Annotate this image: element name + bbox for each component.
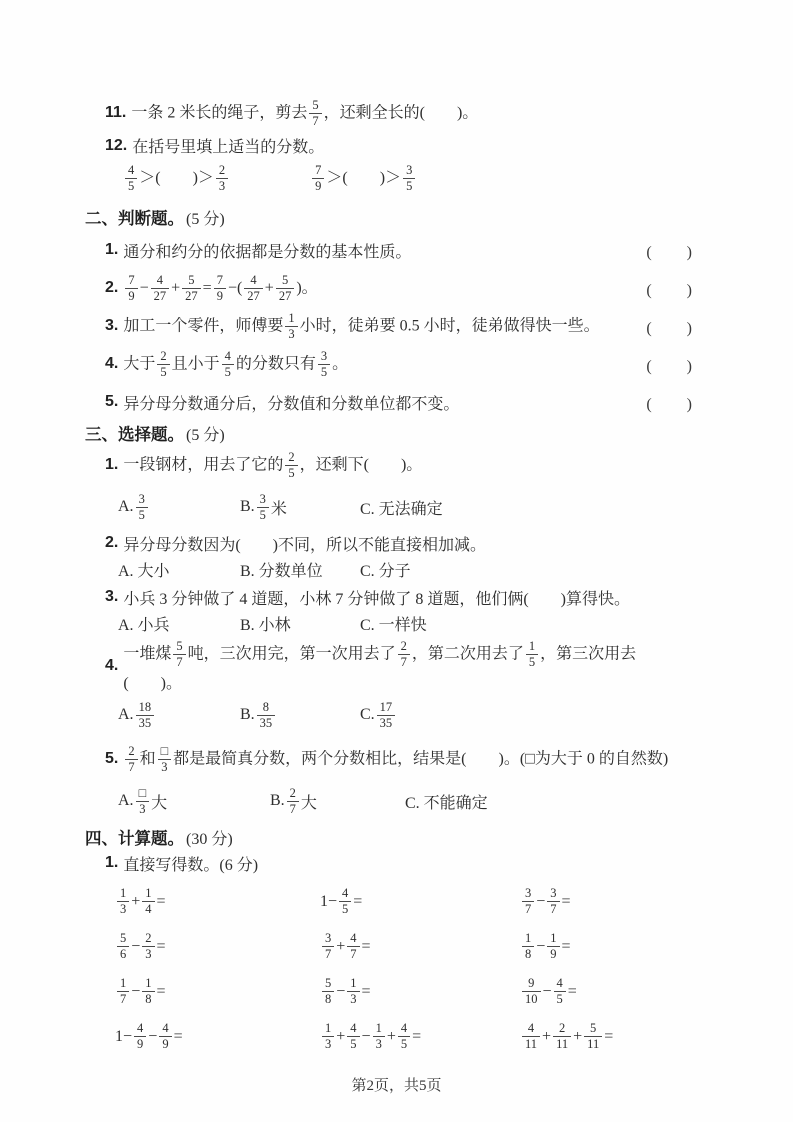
question-number: 4. xyxy=(105,657,119,674)
fraction: $\frac{2}{3}$ xyxy=(142,931,154,962)
choice-option: A. 大小 xyxy=(118,562,170,580)
fraction: $\frac{3}{5}$ xyxy=(403,163,415,194)
fraction: $\frac{18}{35}$ xyxy=(136,700,155,731)
fraction: $\frac{5}{7}$ xyxy=(173,639,185,670)
fraction: $\frac{1}{4}$ xyxy=(142,886,154,917)
fraction: $\frac{3}{5}$ xyxy=(136,492,148,523)
fraction: $\frac{4}{27}$ xyxy=(244,273,263,304)
answer-bracket: ( ) xyxy=(646,319,693,337)
section-judge-heading xyxy=(85,205,693,229)
fraction: $\frac{4}{5}$ xyxy=(125,163,137,194)
calc-expression: $\frac{1}{7}$ − $\frac{1}{8}$ = xyxy=(115,976,320,1007)
question-number: 5. xyxy=(105,750,119,767)
choice-option: B. $\frac{2}{7}$ 大 xyxy=(270,785,317,816)
choice-option: B. 分数单位 xyxy=(240,562,323,580)
calc-subtitle xyxy=(105,851,693,875)
fraction: $\frac{7}{9}$ xyxy=(312,163,324,194)
judge-item-1 xyxy=(105,231,693,269)
choice-item-2-options xyxy=(118,557,693,581)
calc-expression: $\frac{4}{11}$ + $\frac{2}{11}$ + $\frac{5}{11}$ = xyxy=(520,1021,693,1052)
fill-question-12 xyxy=(105,134,693,157)
calc-expression: $\frac{3}{7}$ + $\frac{4}{7}$ = xyxy=(320,931,520,962)
fraction: $\frac{8}{35}$ xyxy=(257,700,276,731)
fraction: $\frac{3}{5}$ xyxy=(257,492,269,523)
section-score: (5 分) xyxy=(186,210,225,228)
fraction: $\frac{1}{3}$ xyxy=(117,886,129,917)
fraction-compare-line xyxy=(123,161,693,195)
question-text: 在括号里填上适当的分数。 xyxy=(132,139,325,156)
calc-expression: $\frac{1}{3}$ + $\frac{4}{5}$ − $\frac{1}{3}$ + $\frac{4}{5}$ = xyxy=(320,1021,520,1052)
question-text: $\frac{2}{7}$ 和 $\frac{□}{3}$ 都是最简真分数，两个分数相比，结果是( )。(□为大于 0 的自然数) xyxy=(123,744,668,775)
choice-item-1-options xyxy=(118,489,693,525)
choice-option: B. $\frac{3}{5}$ 米 xyxy=(240,491,287,522)
fraction: $\frac{1}{3}$ xyxy=(373,1021,385,1052)
fraction: $\frac{17}{35}$ xyxy=(377,700,396,731)
choice-item-5-options xyxy=(118,783,693,819)
answer-bracket: ( ) xyxy=(646,281,693,299)
fraction: $\frac{1}{5}$ xyxy=(526,639,538,670)
question-number: 3. xyxy=(105,588,119,605)
question-text: 加工一个零件，师傅要 $\frac{1}{3}$ 小时，徒弟要 0.5 小时，徒弟做得快一些。 xyxy=(123,310,600,341)
fraction: $\frac{4}{7}$ xyxy=(347,931,359,962)
section-calc-heading xyxy=(85,825,693,849)
question-number: 4. xyxy=(105,355,119,372)
fraction: $\frac{3}{7}$ xyxy=(547,886,559,917)
fraction: $\frac{1}{3}$ xyxy=(347,976,359,1007)
question-number: 1. xyxy=(105,854,119,871)
question-number: 12. xyxy=(105,136,128,154)
question-text: 一条 2 米长的绳子，剪去 $\frac{5}{7}$ ，还剩全长的( )。 xyxy=(131,97,479,128)
fraction: $\frac{5}{27}$ xyxy=(276,273,295,304)
fill-question-11 xyxy=(105,96,693,130)
subtitle-score: (6 分) xyxy=(219,856,259,874)
judge-item-3 xyxy=(105,307,693,345)
fraction: $\frac{4}{5}$ xyxy=(554,976,566,1007)
fraction: $\frac{2}{7}$ xyxy=(287,786,299,817)
choice-option: C. 一样快 xyxy=(360,616,427,634)
fraction: $\frac{4}{27}$ xyxy=(151,273,170,304)
fraction: $\frac{4}{5}$ xyxy=(398,1021,410,1052)
choice-option: A. $\frac{18}{35}$ xyxy=(118,700,240,731)
choice-option: C. 无法确定 xyxy=(360,500,443,518)
fraction: $\frac{□}{3}$ xyxy=(158,744,172,775)
subtitle-text: 直接写得数。 xyxy=(123,856,220,874)
section-title: 三、选择题。 xyxy=(85,426,184,444)
answer-bracket: ( ) xyxy=(646,243,693,261)
compare-expression: $\frac{4}{5}$ ＞( )＞ $\frac{2}{3}$ xyxy=(123,163,230,194)
fraction: $\frac{2}{3}$ xyxy=(216,163,228,194)
fraction: $\frac{1}{8}$ xyxy=(142,976,154,1007)
question-number: 2. xyxy=(105,534,119,551)
fraction: $\frac{1}{3}$ xyxy=(322,1021,334,1052)
choice-item-3-stem xyxy=(105,585,693,609)
fraction: $\frac{3}{7}$ xyxy=(322,931,334,962)
choice-option: B. 小林 xyxy=(240,616,291,634)
question-text: $\frac{7}{9}$ − $\frac{4}{27}$ + $\frac{5}{27}$ = $\frac{7}{9}$ −( $\frac{4}{27}$ + $\frac{5}{27}$ )。 xyxy=(123,273,317,304)
section-score: (30 分) xyxy=(186,830,233,848)
question-text: 小兵 3 分钟做了 4 道题，小林 7 分钟做了 8 道题，他们俩( )算得快。 xyxy=(123,590,631,608)
calc-expression: $\frac{5}{6}$ − $\frac{2}{3}$ = xyxy=(115,931,320,962)
choice-item-3-options xyxy=(118,611,693,635)
choice-option: A. $\frac{3}{5}$ xyxy=(118,492,240,523)
calc-expression: 1− $\frac{4}{9}$ − $\frac{4}{9}$ = xyxy=(115,1021,183,1051)
question-number: 3. xyxy=(105,317,119,334)
fraction: $\frac{4}{9}$ xyxy=(159,1021,171,1052)
choice-option: A. 小兵 xyxy=(118,616,170,634)
calc-expression: $\frac{3}{7}$ − $\frac{3}{7}$ = xyxy=(520,886,693,917)
judge-item-2 xyxy=(105,269,693,307)
fraction: $\frac{3}{5}$ xyxy=(318,349,330,380)
fraction: $\frac{1}{7}$ xyxy=(117,976,129,1007)
fraction: $\frac{2}{5}$ xyxy=(285,450,297,481)
calc-grid xyxy=(115,879,693,1059)
fraction: $\frac{5}{11}$ xyxy=(584,1021,602,1052)
question-text: 通分和约分的依据都是分数的基本性质。 xyxy=(123,243,412,261)
calc-expression: $\frac{1}{3}$ + $\frac{1}{4}$ = xyxy=(115,886,320,917)
question-text: 大于 $\frac{2}{5}$ 且小于 $\frac{4}{5}$ 的分数只有 $\frac{3}{5}$ 。 xyxy=(123,348,349,379)
fraction: $\frac{4}{5}$ xyxy=(222,349,234,380)
choice-item-2-stem xyxy=(105,531,693,555)
fraction: $\frac{2}{7}$ xyxy=(125,744,137,775)
fraction: $\frac{5}{7}$ xyxy=(309,98,321,129)
fraction: $\frac{9}{10}$ xyxy=(522,976,541,1007)
choice-option: A. $\frac{□}{3}$ 大 xyxy=(118,785,168,816)
answer-bracket: ( ) xyxy=(646,357,693,375)
question-text: 异分母分数通分后，分数值和分数单位都不变。 xyxy=(123,395,460,413)
fraction: $\frac{4}{5}$ xyxy=(339,886,351,917)
question-text: 一段钢材，用去了它的 $\frac{2}{5}$ ，还剩下( )。 xyxy=(123,449,423,480)
question-number: 2. xyxy=(105,279,119,296)
question-text: 异分母分数因为( )不同，所以不能直接相加减。 xyxy=(123,536,487,554)
choice-option: C. 不能确定 xyxy=(405,794,488,812)
fraction: $\frac{1}{8}$ xyxy=(522,931,534,962)
question-number: 1. xyxy=(105,456,119,473)
fraction: $\frac{5}{8}$ xyxy=(322,976,334,1007)
fraction: $\frac{5}{27}$ xyxy=(182,273,201,304)
fraction: $\frac{2}{5}$ xyxy=(157,349,169,380)
page-footer: 第2页，共5页 xyxy=(351,1078,442,1094)
choice-item-5-stem xyxy=(105,741,693,777)
calc-expression: $\frac{9}{10}$ − $\frac{4}{5}$ = xyxy=(520,976,693,1007)
fraction: $\frac{7}{9}$ xyxy=(125,273,137,304)
judge-item-4 xyxy=(105,345,693,383)
calc-expression: 1− $\frac{4}{5}$ = xyxy=(320,886,363,916)
section-title: 二、判断题。 xyxy=(85,210,184,228)
calc-expression: $\frac{5}{8}$ − $\frac{1}{3}$ = xyxy=(320,976,520,1007)
question-text: 一堆煤 $\frac{5}{7}$ 吨，三次用完，第一次用去了 $\frac{2}{7}$ ，第二次用去了 $\frac{1}{5}$ ，第三次用去( )。 xyxy=(123,639,637,692)
choice-item-4-stem xyxy=(105,639,693,693)
fraction: $\frac{4}{5}$ xyxy=(347,1021,359,1052)
fraction: $\frac{4}{11}$ xyxy=(522,1021,540,1052)
question-number: 1. xyxy=(105,241,119,258)
fraction: $\frac{1}{9}$ xyxy=(547,931,559,962)
judge-item-5 xyxy=(105,383,693,421)
fraction: $\frac{1}{3}$ xyxy=(285,311,297,342)
choice-option: C. $\frac{17}{35}$ xyxy=(360,700,693,731)
compare-expression: $\frac{7}{9}$ ＞( )＞ $\frac{3}{5}$ xyxy=(310,163,417,194)
section-choice-heading xyxy=(85,421,693,445)
fraction: $\frac{5}{6}$ xyxy=(117,931,129,962)
question-number: 11. xyxy=(105,104,127,121)
section-title: 四、计算题。 xyxy=(85,830,184,848)
answer-bracket: ( ) xyxy=(646,395,693,413)
fraction: $\frac{□}{3}$ xyxy=(136,786,150,817)
fraction: $\frac{7}{9}$ xyxy=(214,273,226,304)
fraction: $\frac{2}{7}$ xyxy=(398,639,410,670)
choice-item-4-options xyxy=(118,697,693,733)
fraction: $\frac{2}{11}$ xyxy=(553,1021,571,1052)
choice-item-1-stem xyxy=(105,447,693,483)
choice-option: B. $\frac{8}{35}$ xyxy=(240,700,360,731)
fraction: $\frac{3}{7}$ xyxy=(522,886,534,917)
section-score: (5 分) xyxy=(186,426,225,444)
question-number: 5. xyxy=(105,393,119,410)
fraction: $\frac{4}{9}$ xyxy=(134,1021,146,1052)
choice-option: C. 分子 xyxy=(360,562,411,580)
calc-expression: $\frac{1}{8}$ − $\frac{1}{9}$ = xyxy=(520,931,693,962)
